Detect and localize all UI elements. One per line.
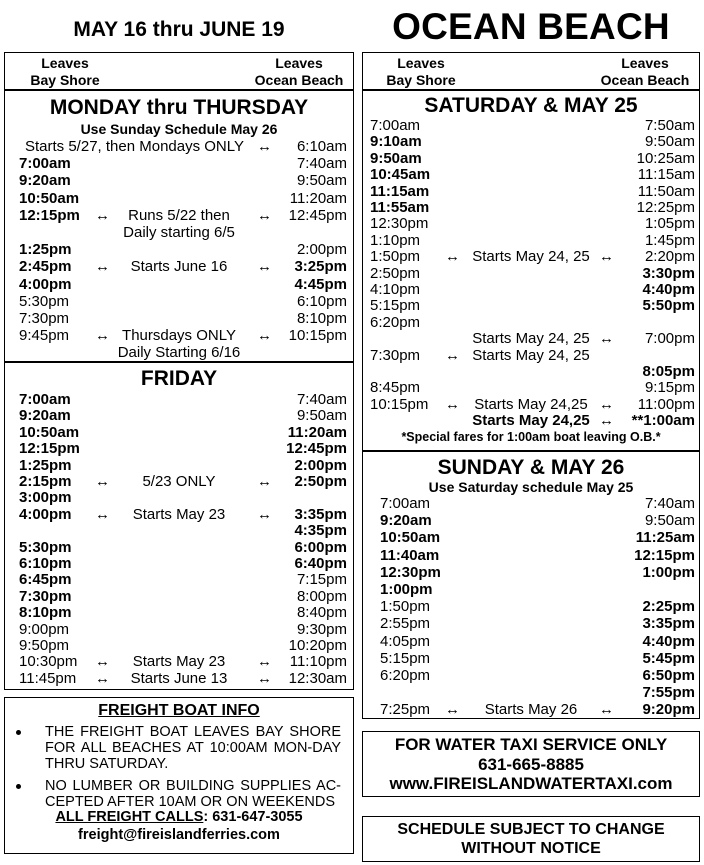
list-item bbox=[13, 724, 341, 772]
schedule-row bbox=[5, 155, 353, 172]
ocean-beach-text: Ocean Beach bbox=[254, 72, 344, 88]
arrow-icon: ↔ bbox=[599, 330, 614, 348]
schedule-row bbox=[363, 150, 699, 167]
departure-ocean-beach: 8:40pm bbox=[296, 604, 347, 622]
departure-bay-shore: 11:40am bbox=[380, 546, 440, 564]
schedule-row bbox=[363, 701, 699, 718]
schedule-row bbox=[5, 670, 353, 687]
departure-bay-shore: 4:00pm bbox=[19, 275, 72, 293]
schedule-row bbox=[363, 684, 699, 701]
arrow-icon: ↔ bbox=[445, 346, 460, 364]
departure-ocean-beach: 3:25pm bbox=[294, 258, 347, 276]
schedule-row bbox=[5, 506, 353, 523]
schedule-row bbox=[363, 547, 699, 564]
arrow-icon: ↔ bbox=[599, 248, 614, 266]
departure-ocean-beach: 6:00pm bbox=[294, 538, 347, 556]
departure-bay-shore: 11:15am bbox=[370, 182, 430, 200]
departure-ocean-beach: 12:45pm bbox=[286, 440, 347, 458]
schedule-row bbox=[5, 473, 353, 490]
departure-ocean-beach: 12:30am bbox=[288, 669, 347, 687]
departure-ocean-beach: 2:00pm bbox=[296, 241, 347, 259]
leaves-text: Leaves bbox=[41, 55, 89, 71]
sunday-schedule bbox=[362, 451, 700, 719]
departure-bay-shore: 12:30pm bbox=[370, 215, 429, 233]
friday-schedule bbox=[4, 362, 354, 690]
left-column-header bbox=[4, 52, 354, 90]
departure-ocean-beach: 3:30pm bbox=[642, 264, 695, 282]
schedule-row bbox=[363, 529, 699, 546]
departure-bay-shore: 5:30pm bbox=[19, 538, 72, 556]
saturday-schedule bbox=[362, 90, 700, 451]
section-subtitle: Use Saturday schedule May 25 bbox=[428, 479, 634, 495]
departure-ocean-beach: 7:40am bbox=[296, 391, 347, 408]
departure-ocean-beach: 1:05pm bbox=[644, 215, 695, 233]
schedule-row bbox=[5, 588, 353, 605]
destination-title: OCEAN BEACH bbox=[392, 6, 670, 47]
departure-ocean-beach: 11:20am bbox=[287, 423, 347, 441]
schedule-row bbox=[5, 555, 353, 572]
schedule-row bbox=[5, 637, 353, 654]
departure-ocean-beach: 12:15pm bbox=[634, 546, 695, 564]
departure-ocean-beach: 10:15pm bbox=[288, 327, 347, 345]
departure-ocean-beach: 9:15pm bbox=[644, 379, 695, 397]
departure-ocean-beach: 9:50am bbox=[644, 512, 695, 530]
schedule-note: Starts May 24,25 bbox=[474, 395, 588, 413]
schedule-row bbox=[5, 604, 353, 621]
departure-bay-shore: 12:30pm bbox=[380, 563, 441, 581]
schedule-row bbox=[5, 258, 353, 275]
departure-ocean-beach: 7:00pm bbox=[644, 330, 695, 348]
departure-ocean-beach: 7:50am bbox=[644, 117, 695, 134]
schedule-row bbox=[363, 347, 699, 364]
schedule-row bbox=[363, 615, 699, 632]
departure-ocean-beach: 4:40pm bbox=[642, 632, 695, 650]
departure-ocean-beach: 8:00pm bbox=[296, 587, 347, 605]
departure-bay-shore: 4:00pm bbox=[19, 505, 72, 523]
schedule-row bbox=[5, 407, 353, 424]
schedule-note: Starts May 24,25 bbox=[472, 412, 590, 430]
leaves-ocean-beach-label bbox=[249, 55, 349, 89]
schedule-note: Thursdays ONLY bbox=[122, 327, 236, 345]
schedule-row bbox=[5, 293, 353, 310]
schedule-row bbox=[363, 363, 699, 380]
leaves-text: Leaves bbox=[275, 55, 323, 71]
notice-line-2: WITHOUT NOTICE bbox=[461, 840, 601, 857]
departure-bay-shore: 7:30pm bbox=[19, 310, 70, 327]
schedule-row bbox=[5, 571, 353, 588]
departure-bay-shore: 8:10pm bbox=[19, 604, 72, 622]
schedule-row bbox=[363, 166, 699, 183]
departure-ocean-beach: 4:45pm bbox=[294, 275, 347, 293]
schedule-row bbox=[363, 314, 699, 331]
arrow-icon: ↔ bbox=[95, 473, 110, 490]
special-fare-note: *Special fares for 1:00am boat leaving O.B.* bbox=[401, 430, 661, 444]
departure-ocean-beach: 6:10am bbox=[296, 138, 347, 155]
schedule-row bbox=[363, 581, 699, 598]
section-title: FRIDAY bbox=[140, 367, 218, 390]
arrow-icon: ↔ bbox=[95, 206, 110, 224]
departure-bay-shore: 11:55am bbox=[370, 199, 430, 216]
departure-ocean-beach: 6:40pm bbox=[294, 555, 347, 572]
departure-ocean-beach: 9:50am bbox=[296, 172, 347, 190]
departure-bay-shore: 9:00pm bbox=[19, 620, 70, 638]
list-item bbox=[13, 778, 341, 810]
arrow-icon: ↔ bbox=[599, 701, 614, 719]
departure-bay-shore: 2:55pm bbox=[380, 615, 431, 633]
schedule-row bbox=[363, 232, 699, 249]
departure-bay-shore: 2:15pm bbox=[19, 473, 72, 490]
schedule-note: Starts May 24, 25 bbox=[472, 330, 590, 348]
water-taxi-heading: FOR WATER TAXI SERVICE ONLY bbox=[394, 735, 668, 754]
arrow-icon: ↔ bbox=[95, 327, 110, 345]
departure-bay-shore: 9:50pm bbox=[19, 637, 70, 654]
schedule-row bbox=[363, 199, 699, 216]
departure-bay-shore: 7:00am bbox=[19, 155, 71, 173]
departure-bay-shore: 10:45am bbox=[370, 166, 431, 184]
schedule-note: Starts May 24, 25 bbox=[472, 248, 590, 266]
schedule-row bbox=[5, 653, 353, 670]
arrow-icon: ↔ bbox=[257, 206, 272, 224]
schedule-row bbox=[5, 172, 353, 189]
departure-ocean-beach: 2:25pm bbox=[642, 598, 695, 616]
freight-title: FREIGHT BOAT INFO bbox=[98, 702, 260, 719]
departure-bay-shore: 6:45pm bbox=[19, 571, 72, 589]
departure-bay-shore: 7:00am bbox=[19, 391, 71, 408]
departure-bay-shore: 9:20am bbox=[19, 407, 71, 425]
schedule-row bbox=[5, 276, 353, 293]
section-title: SATURDAY & MAY 25 bbox=[424, 94, 638, 117]
arrow-icon: ↔ bbox=[445, 248, 460, 266]
arrow-icon: ↔ bbox=[445, 701, 460, 719]
departure-bay-shore: 12:15pm bbox=[19, 206, 80, 224]
departure-bay-shore: 9:10am bbox=[370, 133, 422, 151]
departure-bay-shore: 5:15pm bbox=[370, 297, 421, 315]
schedule-row bbox=[5, 621, 353, 638]
departure-ocean-beach: 4:35pm bbox=[294, 522, 347, 540]
departure-ocean-beach: 11:25am bbox=[635, 529, 695, 547]
schedule-note: 5/23 ONLY bbox=[142, 473, 216, 490]
departure-bay-shore: 1:25pm bbox=[19, 241, 72, 259]
bay-shore-text: Bay Shore bbox=[386, 72, 456, 88]
leaves-bay-shore-label bbox=[19, 55, 111, 89]
freight-item-text: THE FREIGHT BOAT LEAVES BAY SHORE FOR ALL BEACHES AT 10:00AM MON-DAY THRU SATURDAY. bbox=[45, 724, 341, 772]
departure-ocean-beach: 10:25am bbox=[636, 149, 695, 167]
arrow-icon: ↔ bbox=[257, 653, 272, 671]
schedule-row bbox=[363, 633, 699, 650]
departure-bay-shore: 3:00pm bbox=[19, 489, 72, 507]
schedule-row bbox=[5, 457, 353, 474]
arrow-icon: ↔ bbox=[257, 327, 272, 345]
departure-ocean-beach: 4:40pm bbox=[642, 281, 695, 298]
leaves-ocean-beach-label bbox=[595, 55, 695, 89]
schedule-row bbox=[5, 310, 353, 327]
departure-ocean-beach: 5:50pm bbox=[642, 297, 695, 315]
bay-shore-text: Bay Shore bbox=[30, 72, 100, 88]
arrow-icon: ↔ bbox=[599, 412, 614, 430]
arrow-icon: ↔ bbox=[257, 138, 272, 155]
freight-calls-label: ALL FREIGHT CALLS bbox=[55, 809, 204, 825]
schedule-note: Starts May 23 bbox=[132, 653, 226, 671]
departure-ocean-beach: 1:00pm bbox=[642, 563, 695, 581]
departure-bay-shore: 1:25pm bbox=[19, 456, 72, 474]
departure-ocean-beach: 12:45pm bbox=[288, 206, 347, 224]
leaves-text: Leaves bbox=[621, 55, 669, 71]
arrow-icon: ↔ bbox=[445, 395, 460, 413]
departure-bay-shore: 12:15pm bbox=[19, 440, 80, 458]
departure-bay-shore: 9:45pm bbox=[19, 327, 70, 345]
departure-ocean-beach: 3:35pm bbox=[642, 615, 695, 633]
departure-ocean-beach: 2:00pm bbox=[294, 456, 347, 474]
schedule-row bbox=[5, 224, 353, 241]
schedule-row bbox=[363, 215, 699, 232]
schedule-row bbox=[363, 412, 699, 429]
leaves-text: Leaves bbox=[397, 55, 445, 71]
schedule-row bbox=[5, 138, 353, 155]
departure-ocean-beach: 6:50pm bbox=[642, 667, 695, 684]
schedule-row bbox=[5, 207, 353, 224]
departure-ocean-beach: 11:15am bbox=[637, 166, 695, 184]
section-title: SUNDAY & MAY 26 bbox=[437, 456, 625, 479]
schedule-row bbox=[363, 183, 699, 200]
departure-bay-shore: 6:20pm bbox=[380, 667, 431, 684]
departure-ocean-beach: 7:40am bbox=[296, 155, 347, 173]
leaves-bay-shore-label bbox=[375, 55, 467, 89]
schedule-notice-box bbox=[362, 816, 700, 862]
departure-bay-shore: 5:30pm bbox=[19, 292, 70, 310]
departure-ocean-beach: 11:20am bbox=[289, 189, 347, 207]
departure-bay-shore: 5:15pm bbox=[380, 649, 431, 667]
schedule-row bbox=[5, 424, 353, 441]
departure-ocean-beach: 3:35pm bbox=[294, 505, 347, 523]
schedule-row bbox=[363, 396, 699, 413]
schedule-row bbox=[5, 344, 353, 361]
departure-bay-shore: 10:50am bbox=[380, 529, 441, 547]
schedule-row bbox=[5, 190, 353, 207]
departure-bay-shore: 11:45pm bbox=[19, 669, 77, 687]
departure-ocean-beach: 7:55pm bbox=[642, 684, 695, 702]
departure-bay-shore: 7:00am bbox=[370, 117, 421, 134]
arrow-icon: ↔ bbox=[95, 653, 110, 671]
departure-ocean-beach: 9:20pm bbox=[642, 701, 695, 719]
freight-info-box bbox=[4, 697, 354, 854]
schedule-row bbox=[5, 327, 353, 344]
departure-bay-shore: 1:50pm bbox=[380, 598, 431, 616]
departure-bay-shore: 9:20am bbox=[19, 172, 71, 190]
departure-ocean-beach: 2:20pm bbox=[644, 248, 695, 266]
schedule-row bbox=[363, 598, 699, 615]
schedule-note: Starts June 16 bbox=[130, 258, 228, 276]
schedule-note: Starts June 13 bbox=[130, 669, 228, 687]
departure-ocean-beach: 8:10pm bbox=[296, 310, 347, 327]
departure-bay-shore: 6:10pm bbox=[19, 555, 72, 572]
schedule-note: Starts May 24, 25 bbox=[472, 346, 590, 364]
water-taxi-url[interactable]: www.FIREISLANDWATERTAXI.com bbox=[389, 774, 673, 793]
departure-ocean-beach: 10:20pm bbox=[288, 637, 347, 654]
departure-bay-shore: 1:00pm bbox=[380, 581, 433, 598]
arrow-icon: ↔ bbox=[95, 669, 110, 687]
schedule-row bbox=[5, 522, 353, 539]
departure-bay-shore: 4:05pm bbox=[380, 632, 431, 650]
bullet-icon bbox=[16, 784, 21, 789]
departure-ocean-beach: 7:15pm bbox=[296, 571, 347, 589]
freight-phone: : 631-647-3055 bbox=[203, 809, 303, 825]
schedule-note: Runs 5/22 then bbox=[128, 206, 230, 224]
departure-bay-shore: 7:30pm bbox=[370, 346, 421, 364]
departure-ocean-beach: 8:05pm bbox=[642, 363, 695, 380]
schedule-row bbox=[363, 667, 699, 684]
departure-bay-shore: 9:20am bbox=[380, 512, 432, 530]
arrow-icon: ↔ bbox=[257, 669, 272, 687]
departure-bay-shore: 2:50pm bbox=[370, 264, 421, 282]
schedule-row bbox=[363, 281, 699, 298]
section-title: MONDAY thru THURSDAY bbox=[49, 96, 309, 119]
departure-ocean-beach: 9:30pm bbox=[296, 620, 347, 638]
departure-ocean-beach: 2:50pm bbox=[294, 473, 347, 490]
departure-bay-shore: 8:45pm bbox=[370, 379, 421, 397]
schedule-row bbox=[363, 650, 699, 667]
arrow-icon: ↔ bbox=[257, 473, 272, 490]
freight-list bbox=[13, 724, 341, 816]
departure-ocean-beach: 1:45pm bbox=[644, 231, 695, 249]
departure-bay-shore: 1:10pm bbox=[370, 231, 421, 249]
arrow-icon: ↔ bbox=[95, 505, 110, 523]
date-range-title: MAY 16 thru JUNE 19 bbox=[73, 18, 285, 41]
departure-ocean-beach: 11:50am bbox=[637, 182, 695, 200]
schedule-note: Daily starting 6/5 bbox=[123, 224, 235, 241]
schedule-row bbox=[5, 440, 353, 457]
departure-bay-shore: 7:30pm bbox=[19, 587, 72, 605]
departure-bay-shore: 4:10pm bbox=[370, 281, 421, 298]
monday-thursday-schedule bbox=[4, 90, 354, 362]
departure-ocean-beach: 9:50am bbox=[644, 133, 695, 151]
departure-bay-shore: 10:30pm bbox=[19, 653, 78, 671]
schedule-row bbox=[363, 512, 699, 529]
departure-ocean-beach: 9:50am bbox=[296, 407, 347, 425]
departure-ocean-beach: 7:40am bbox=[644, 495, 695, 512]
freight-email[interactable]: freight@fireislandferries.com bbox=[78, 827, 280, 843]
schedule-row bbox=[363, 379, 699, 396]
departure-ocean-beach: 11:10pm bbox=[289, 653, 347, 671]
schedule-row bbox=[5, 391, 353, 408]
section-subtitle: Use Sunday Schedule May 26 bbox=[80, 121, 278, 137]
schedule-row bbox=[5, 489, 353, 506]
departure-ocean-beach: 11:00pm bbox=[637, 395, 695, 413]
arrow-icon: ↔ bbox=[257, 505, 272, 523]
departure-bay-shore: 6:20pm bbox=[370, 313, 421, 331]
departure-bay-shore: Starts 5/27, then Mondays ONLY bbox=[25, 138, 245, 155]
departure-bay-shore: 10:50am bbox=[19, 423, 80, 441]
right-column-header bbox=[362, 52, 700, 90]
departure-bay-shore: 10:15pm bbox=[370, 395, 429, 413]
departure-bay-shore: 7:25pm bbox=[380, 701, 431, 719]
departure-bay-shore: 7:00am bbox=[380, 495, 431, 512]
arrow-icon: ↔ bbox=[95, 258, 110, 276]
bullet-icon bbox=[16, 730, 21, 735]
departure-ocean-beach: 12:25pm bbox=[636, 199, 695, 216]
ocean-beach-text: Ocean Beach bbox=[600, 72, 690, 88]
schedule-note: Starts May 26 bbox=[484, 701, 578, 719]
schedule-row bbox=[363, 265, 699, 282]
schedule-row bbox=[363, 564, 699, 581]
departure-bay-shore: 9:50am bbox=[370, 149, 422, 167]
arrow-icon: ↔ bbox=[599, 395, 614, 413]
schedule-row bbox=[5, 241, 353, 258]
freight-contact bbox=[5, 808, 353, 844]
departure-ocean-beach: **1:00am bbox=[631, 412, 695, 430]
schedule-row bbox=[363, 117, 699, 134]
schedule-row bbox=[363, 133, 699, 150]
water-taxi-phone: 631-665-8885 bbox=[478, 755, 584, 774]
arrow-icon: ↔ bbox=[257, 258, 272, 276]
schedule-row bbox=[363, 248, 699, 265]
schedule-row bbox=[363, 330, 699, 347]
schedule-row bbox=[363, 495, 699, 512]
departure-bay-shore: 2:45pm bbox=[19, 258, 72, 276]
water-taxi-box bbox=[362, 731, 700, 797]
notice-line-1: SCHEDULE SUBJECT TO CHANGE bbox=[397, 821, 665, 838]
departure-bay-shore: 1:50pm bbox=[370, 248, 421, 266]
freight-item-text: NO LUMBER OR BUILDING SUPPLIES AC-CEPTED AFTER 10AM OR ON WEEKENDS bbox=[45, 778, 341, 810]
departure-bay-shore: 10:50am bbox=[19, 189, 80, 207]
departure-ocean-beach: 5:45pm bbox=[642, 649, 695, 667]
departure-ocean-beach: 6:10pm bbox=[296, 292, 347, 310]
schedule-row bbox=[5, 539, 353, 556]
schedule-row bbox=[363, 297, 699, 314]
schedule-note: Daily Starting 6/16 bbox=[117, 344, 241, 362]
schedule-note: Starts May 23 bbox=[132, 505, 226, 523]
